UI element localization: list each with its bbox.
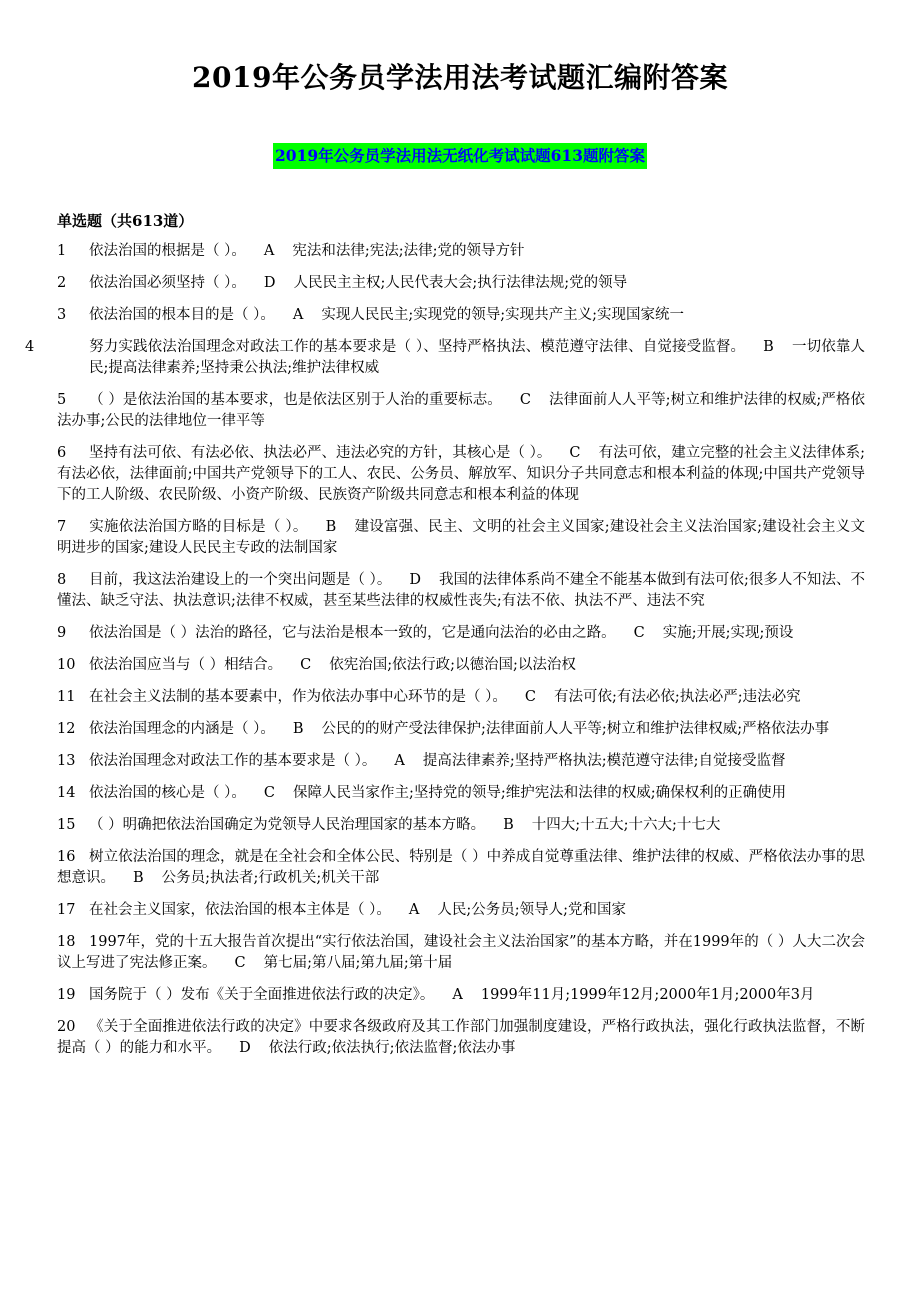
- question-options: 提高法律素养;坚持严格执法;模范遵守法律;自觉接受监督: [422, 753, 786, 769]
- question-number: 8: [57, 572, 67, 588]
- question-answer: C: [300, 657, 312, 673]
- question-options: 有法可依;有法必依;执法必严;违法必究: [553, 689, 801, 705]
- question-item: [57, 273, 865, 294]
- question-number: 12: [57, 721, 76, 737]
- question-stem: 国务院于（ ）发布《关于全面推进依法行政的决定》。: [89, 987, 435, 1003]
- question-item: [57, 570, 865, 612]
- question-options: 实现人民民主;实现党的领导;实现共产主义;实现国家统一: [321, 307, 684, 323]
- question-stem: 依法治国的核心是（ ）。: [89, 785, 246, 801]
- question-item: [57, 623, 865, 644]
- question-stem: 在社会主义法制的基本要素中，作为依法办事中心环节的是（ ）。: [89, 689, 507, 705]
- section-heading: 单选题（共613道）: [57, 212, 194, 230]
- question-answer: C: [633, 625, 645, 641]
- question-stem: 树立依法治国的理念，就是在全社会和全体公民、特别是（ ）中养成自觉尊重法律、维护法律的权威、严格依法办事的思想意识。: [57, 849, 865, 886]
- document-subtitle: 2019年公务员学法用法无纸化考试试题613题附答案: [273, 143, 647, 169]
- question-item: [57, 241, 865, 262]
- question-stem: 依法治国应当与（ ）相结合。: [89, 657, 283, 673]
- question-number: 17: [57, 902, 76, 918]
- question-item: [57, 985, 865, 1006]
- question-answer: A: [408, 902, 420, 918]
- question-options: 人民民主主权;人民代表大会;执行法律法规;党的领导: [293, 275, 628, 291]
- question-stem: （ ）是依法治国的基本要求，也是依法区别于人治的重要标志。: [89, 392, 502, 408]
- question-number: 13: [57, 753, 76, 769]
- question-stem: 《关于全面推进依法行政的决定》中要求各级政府及其工作部门加强制度建设，严格行政执法，强化行政执法监督，不断提高（ ）的能力和水平。: [57, 1019, 865, 1056]
- question-item: [57, 719, 865, 740]
- subtitle-container: [0, 143, 920, 169]
- question-item: [57, 1017, 865, 1059]
- question-stem: 在社会主义国家，依法治国的根本主体是（ ）。: [89, 902, 391, 918]
- question-stem: 依法治国理念对政法工作的基本要求是（ ）。: [89, 753, 377, 769]
- document-title: 2019年公务员学法用法考试题汇编附答案: [192, 61, 728, 94]
- question-item: [57, 443, 865, 506]
- question-options: 法律面前人人平等;树立和维护法律的权威;严格依法办事;公民的法律地位一律平等: [57, 392, 865, 429]
- question-number: 16: [57, 849, 76, 865]
- question-item: [57, 751, 865, 772]
- question-answer: B: [292, 721, 304, 737]
- question-options: 我国的法律体系尚不建全不能基本做到有法可依;很多人不知法、不懂法、缺乏守法、执法意识;法律不权威，甚至某些法律的权威性丧失;有法不依、执法不严、违法不究: [57, 572, 865, 609]
- question-options: 依法行政;依法执行;依法监督;依法办事: [268, 1040, 516, 1056]
- question-options: 实施;开展;实现;预设: [662, 625, 794, 641]
- question-options: 依宪治国;依法行政;以德治国;以法治权: [329, 657, 576, 673]
- question-item: [57, 390, 865, 432]
- question-number: 19: [57, 987, 76, 1003]
- question-item: [57, 815, 865, 836]
- question-stem: 依法治国的根据是（ ）。: [89, 243, 246, 259]
- question-stem: 坚持有法可依、有法必依、执法必严、违法必究的方针，其核心是（ ）。: [89, 445, 552, 461]
- question-number: 1: [57, 243, 67, 259]
- question-answer: A: [263, 243, 275, 259]
- question-options: 保障人民当家作主;坚持党的领导;维护宪法和法律的权威;确保权利的正确使用: [292, 785, 787, 801]
- question-number: 20: [57, 1019, 76, 1035]
- question-answer: D: [263, 275, 276, 291]
- question-stem: 实施依法治国方略的目标是（ ）。: [89, 519, 308, 535]
- question-answer: B: [503, 817, 514, 833]
- question-number: 2: [57, 275, 67, 291]
- question-options: 公务员;执法者;行政机关;机关干部: [161, 870, 380, 886]
- question-number: 10: [57, 657, 76, 673]
- question-number: 14: [57, 785, 76, 801]
- question-answer: C: [519, 392, 531, 408]
- question-stem: 依法治国的根本目的是（ ）。: [89, 307, 275, 323]
- question-options: 人民;公务员;领导人;党和国家: [437, 902, 626, 918]
- question-item: [57, 305, 865, 326]
- question-answer: C: [524, 689, 536, 705]
- question-answer: B: [325, 519, 337, 535]
- question-stem: 依法治国理念的内涵是（ ）。: [89, 721, 275, 737]
- question-number: 9: [57, 625, 67, 641]
- question-options: 1999年11月;1999年12月;2000年1月;2000年3月: [480, 987, 815, 1003]
- question-stem: 依法治国是（ ）法治的路径，它与法治是根本一致的，它是通向法治的必由之路。: [89, 625, 616, 641]
- question-list: [25, 241, 866, 1070]
- question-item: [57, 847, 865, 889]
- question-item: [57, 783, 865, 804]
- question-answer: B: [133, 870, 144, 886]
- question-item: [57, 900, 865, 921]
- question-options: 第七届;第八届;第九届;第十届: [263, 955, 453, 971]
- question-answer: C: [569, 445, 581, 461]
- question-options: 十四大;十五大;十六大;十七大: [531, 817, 721, 833]
- question-answer: A: [292, 307, 304, 323]
- question-options: 一切依靠人民;提高法律素养;坚持秉公执法;维护法律权威: [89, 339, 865, 376]
- question-number: 6: [57, 445, 67, 461]
- question-number: 5: [57, 392, 67, 408]
- question-stem: 依法治国必须坚持（ ）。: [89, 275, 246, 291]
- question-item: [57, 687, 865, 708]
- question-stem: 1997年，党的十五大报告首次提出“实行依法治国，建设社会主义法治国家”的基本方略，并在1999年的（ ）人大二次会议上写进了宪法修正案。: [57, 934, 865, 971]
- question-number: 7: [57, 519, 67, 535]
- question-stem: （ ）明确把依法治国确定为党领导人民治理国家的基本方略。: [89, 817, 486, 833]
- question-item: [57, 932, 865, 974]
- question-item: [57, 517, 865, 559]
- question-options: 宪法和法律;宪法;法律;党的领导方针: [292, 243, 525, 259]
- question-number: 4: [25, 339, 35, 355]
- question-item: [57, 655, 865, 676]
- question-options: 公民的的财产受法律保护;法律面前人人平等;树立和维护法律权威;严格依法办事: [321, 721, 830, 737]
- question-stem: 目前，我这法治建设上的一个突出问题是（ ）。: [89, 572, 392, 588]
- question-item: [25, 337, 865, 379]
- question-answer: B: [763, 339, 774, 355]
- question-answer: C: [263, 785, 275, 801]
- question-answer: D: [409, 572, 421, 588]
- question-answer: C: [234, 955, 246, 971]
- question-options: 建设富强、民主、文明的社会主义国家;建设社会主义法治国家;建设社会主义文明进步的国家;建设人民民主专政的法制国家: [57, 519, 865, 556]
- question-stem: 努力实践依法治国理念对政法工作的基本要求是（ ）、坚持严格执法、模范遵守法律、自觉接受监督。: [89, 339, 746, 355]
- question-answer: A: [394, 753, 405, 769]
- question-number: 11: [57, 689, 76, 705]
- question-number: 15: [57, 817, 76, 833]
- question-options: 有法可依，建立完整的社会主义法律体系;有法必依，法律面前;中国共产党领导下的工人、农民、公务员、解放军、知识分子共同意志和根本利益的体现;中国共产党领导下的工人阶级、农民阶级、小资产阶级、民族资产阶级共同意志和根本利益的体现: [57, 445, 866, 503]
- question-number: 18: [57, 934, 76, 950]
- question-answer: A: [452, 987, 463, 1003]
- question-answer: D: [239, 1040, 251, 1056]
- question-number: 3: [57, 307, 67, 323]
